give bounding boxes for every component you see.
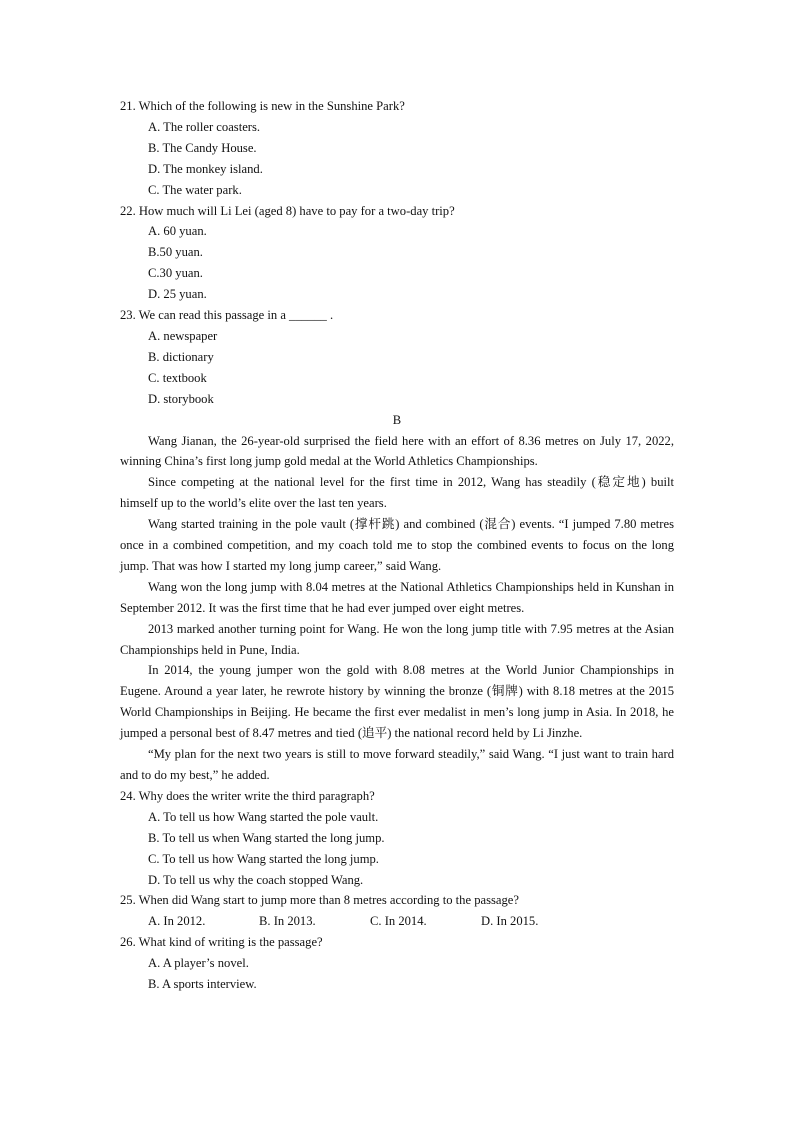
question-24: [120, 786, 674, 891]
option: D. To tell us why the coach stopped Wang.: [148, 872, 364, 887]
passage-paragraph: Wang started training in the pole vault (撑杆跳) and combined (混合) events. “I jumped 7.80 metres once in a combined competition, and my coach told me to stop the combined events to focus on the long jump. That was how I started my long jump career,” said Wang.: [120, 517, 674, 573]
option: A. To tell us how Wang started the pole vault.: [148, 809, 379, 824]
option: A. The roller coasters.: [148, 119, 261, 134]
question-text: 24. Why does the writer write the third paragraph?: [120, 788, 375, 803]
option: B. dictionary: [148, 349, 214, 364]
option: C. The water park.: [148, 182, 242, 197]
question-26: [120, 932, 674, 995]
option-row: [148, 911, 674, 932]
passage-paragraph: “My plan for the next two years is still to move forward steadily,” said Wang. “I just want to train hard and to do my best,” he added.: [120, 747, 674, 782]
question-text: 25. When did Wang start to jump more than 8 metres according to the passage?: [120, 893, 519, 908]
option: A. newspaper: [148, 328, 218, 343]
option: C. To tell us how Wang started the long jump.: [148, 851, 379, 866]
option: A. 60 yuan.: [148, 224, 207, 239]
passage-paragraph: Wang Jianan, the 26-year-old surprised the field here with an effort of 8.36 metres on July 17, 2022, winning China’s first long jump gold medal at the World Athletics Championships.: [120, 433, 674, 469]
option: D. 25 yuan.: [148, 287, 207, 302]
option: D. In 2015.: [481, 914, 539, 929]
section-heading: B: [392, 412, 402, 427]
question-text: 22. How much will Li Lei (aged 8) have to pay for a two-day trip?: [120, 203, 455, 218]
passage-paragraph: Since competing at the national level for the first time in 2012, Wang has steadily (稳定地) built himself up to the world’s elite over the last ten years.: [120, 475, 674, 511]
passage-paragraph: In 2014, the young jumper won the gold with 8.08 metres at the World Junior Championships in Eugene. Around a year later, he rewrote history by winning the bronze (铜牌) with 8.18 metres at the 2015 World Championships in Beijing. He became the first ever medalist in men’s long jump in Asia. In 2018, he jumped a personal best of 8.47 metres and tied (追平) the national record held by Li Jinzhe.: [120, 663, 674, 741]
option: C.30 yuan.: [148, 266, 203, 281]
option: B. In 2013.: [259, 914, 316, 929]
question-21: [120, 96, 674, 201]
option: B. To tell us when Wang started the long jump.: [148, 830, 385, 845]
option: A. A player’s novel.: [148, 956, 249, 971]
option: D. storybook: [148, 391, 214, 406]
question-text: 21. Which of the following is new in the Sunshine Park?: [120, 99, 405, 113]
passage-paragraph: 2013 marked another turning point for Wang. He won the long jump title with 7.95 metres at the Asian Championships held in Pune, India.: [120, 621, 674, 657]
option: D. The monkey island.: [148, 161, 263, 176]
question-text: 23. We can read this passage in a ______ .: [120, 308, 334, 323]
option: C. textbook: [148, 370, 207, 385]
passage-paragraph: Wang won the long jump with 8.04 metres at the National Athletics Championships held in Kunshan in September 2012. It was the first time that he had ever jumped over eight metres.: [120, 579, 674, 615]
option: C. In 2014.: [370, 914, 427, 929]
question-25: [120, 890, 674, 932]
reading-passage: [120, 431, 674, 786]
option: B. The Candy House.: [148, 140, 257, 155]
option: B.50 yuan.: [148, 245, 203, 260]
exam-page: [120, 96, 674, 995]
question-text: 26. What kind of writing is the passage?: [120, 935, 323, 950]
option: B. A sports interview.: [148, 977, 257, 992]
option: A. In 2012.: [148, 914, 206, 929]
question-23: [120, 305, 674, 410]
question-22: [120, 201, 674, 306]
